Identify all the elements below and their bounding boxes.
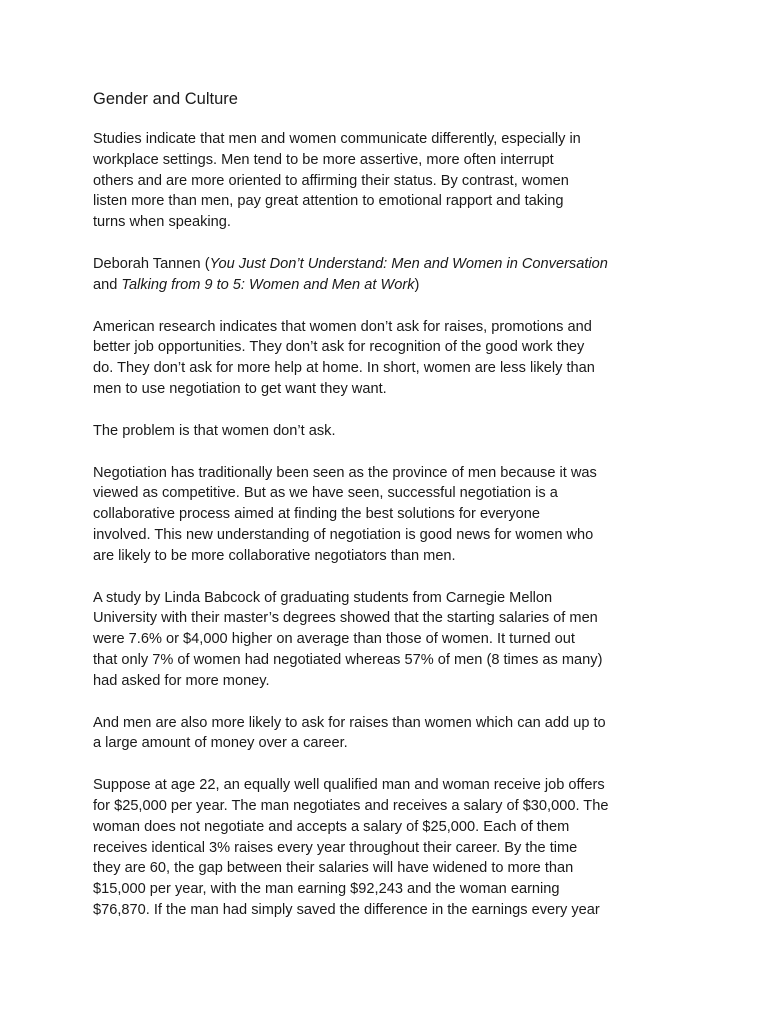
paragraph-negotiation: [93, 463, 683, 567]
text-line: $76,870. If the man had simply saved the difference in the earnings every year: [93, 901, 600, 918]
text-line: are likely to be more collaborative negotiators than men.: [93, 547, 456, 564]
citation-line-1: [93, 254, 683, 275]
text-line: men to use negotiation to get want they want.: [93, 380, 387, 397]
citation-book-2: Talking from 9 to 5: Women and Men at Work: [121, 276, 415, 293]
paragraph-citation: [93, 254, 683, 296]
text-line: that only 7% of women had negotiated whereas 57% of men (8 times as many): [93, 651, 603, 668]
text-line: were 7.6% or $4,000 higher on average than those of women. It turned out: [93, 631, 575, 648]
text-line: $15,000 per year, with the man earning $92,243 and the woman earning: [93, 881, 560, 898]
paragraph-babcock-study: [93, 588, 683, 692]
text-line: A study by Linda Babcock of graduating students from Carnegie Mellon: [93, 589, 553, 606]
citation-suffix: ): [414, 276, 420, 293]
text-line: involved. This new understanding of negotiation is good news for women who: [93, 526, 594, 543]
text-line: American research indicates that women don’t ask for raises, promotions and: [93, 318, 592, 335]
text-line: receives identical 3% raises every year throughout their career. By the time: [93, 839, 578, 856]
citation-middle: and: [93, 276, 122, 293]
text-line: University with their master’s degrees showed that the starting salaries of men: [93, 610, 598, 627]
citation-book-1: You Just Don’t Understand: Men and Women in Conversation: [209, 255, 608, 272]
paragraph-salary-example: [93, 775, 683, 921]
text-line: collaborative process aimed at finding the best solutions for everyone: [93, 506, 540, 523]
text-line: had asked for more money.: [93, 672, 270, 689]
text-line: they are 60, the gap between their salaries will have widened to more than: [93, 860, 574, 877]
text-line: others and are more oriented to affirming their status. By contrast, women: [93, 172, 569, 189]
citation-line-2: [93, 275, 683, 296]
citation-prefix: Deborah Tannen (: [93, 255, 210, 272]
text-line: Suppose at age 22, an equally well qualified man and woman receive job offers: [93, 777, 605, 794]
text-line: viewed as competitive. But as we have seen, successful negotiation is a: [93, 485, 558, 502]
text-line: for $25,000 per year. The man negotiates and receives a salary of $30,000. The: [93, 797, 609, 814]
document-title: Gender and Culture: [93, 90, 238, 108]
text-line: And men are also more likely to ask for raises than women which can add up to: [93, 714, 606, 731]
text-line: woman does not negotiate and accepts a salary of $25,000. Each of them: [93, 818, 570, 835]
text-line: Studies indicate that men and women communicate differently, especially in: [93, 131, 581, 147]
text-line: workplace settings. Men tend to be more assertive, more often interrupt: [93, 151, 554, 168]
document-page: [93, 88, 683, 942]
paragraph-raises: [93, 713, 683, 755]
paragraph-intro: [93, 129, 683, 233]
text-line: do. They don’t ask for more help at home. In short, women are less likely than: [93, 360, 595, 377]
text-line: turns when speaking.: [93, 214, 231, 231]
paragraph-american-research: [93, 317, 683, 400]
paragraph-problem: [93, 421, 683, 442]
text-line: a large amount of money over a career.: [93, 735, 348, 752]
text-line: The problem is that women don’t ask.: [93, 422, 336, 439]
text-line: Negotiation has traditionally been seen as the province of men because it was: [93, 464, 597, 481]
text-line: better job opportunities. They don’t ask for recognition of the good work they: [93, 339, 585, 356]
text-line: listen more than men, pay great attention to emotional rapport and taking: [93, 193, 564, 210]
